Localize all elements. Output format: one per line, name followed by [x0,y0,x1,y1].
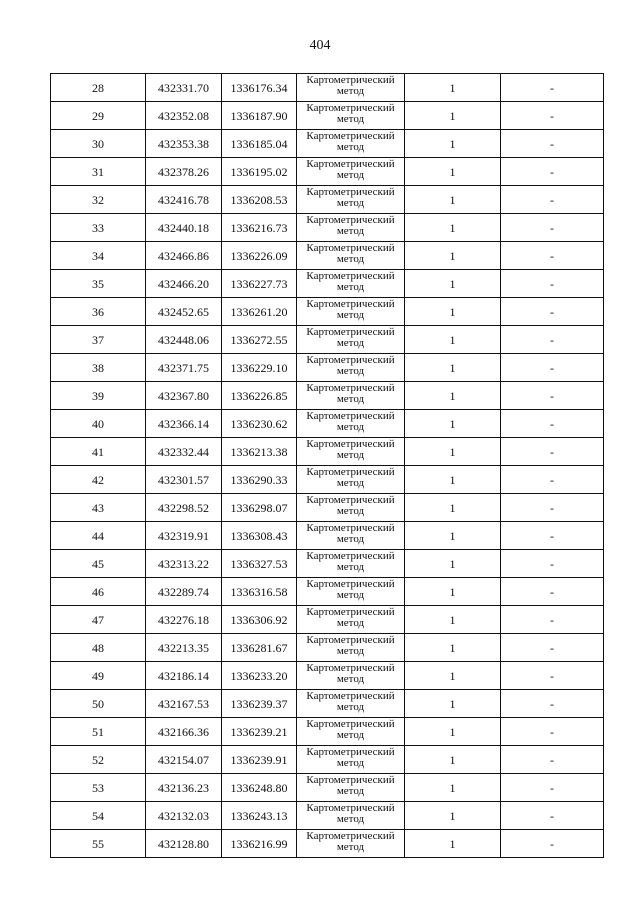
point-number-cell: 43 [51,494,146,522]
note-cell: - [501,102,604,130]
method-line-1: Картометрический [306,130,395,142]
method-cell [297,746,405,774]
method-cell [297,382,405,410]
y-coordinate-cell: 1336239.21 [222,718,297,746]
method-line-1: Картометрический [306,382,395,394]
method-line-1: Картометрический [306,774,395,786]
x-coordinate-cell: 432276.18 [146,606,222,634]
x-coordinate-cell: 432136.23 [146,774,222,802]
point-number-cell: 49 [51,662,146,690]
x-coordinate-cell: 432128.80 [146,830,222,858]
method-line-1: Картометрический [306,186,395,198]
y-coordinate-cell: 1336281.67 [222,634,297,662]
accuracy-cell: 1 [405,102,501,130]
x-coordinate-cell: 432166.36 [146,718,222,746]
point-number-cell: 31 [51,158,146,186]
x-coordinate-cell: 432298.52 [146,494,222,522]
note-cell: - [501,578,604,606]
method-line-1: Картометрический [306,326,395,338]
method-line-2: метод [336,673,365,685]
accuracy-cell: 1 [405,690,501,718]
method-cell [297,74,405,102]
x-coordinate-cell: 432213.35 [146,634,222,662]
method-cell [297,522,405,550]
y-coordinate-cell: 1336306.92 [222,606,297,634]
method-cell [297,214,405,242]
table-row [51,718,604,746]
method-cell [297,354,405,382]
y-coordinate-cell: 1336230.62 [222,410,297,438]
table-row [51,690,604,718]
table-row [51,494,604,522]
accuracy-cell: 1 [405,410,501,438]
method-line-2: метод [336,253,365,265]
x-coordinate-cell: 432313.22 [146,550,222,578]
x-coordinate-cell: 432448.06 [146,326,222,354]
x-coordinate-cell: 432289.74 [146,578,222,606]
method-cell [297,466,405,494]
accuracy-cell: 1 [405,802,501,830]
x-coordinate-cell: 432132.03 [146,802,222,830]
x-coordinate-cell: 432301.57 [146,466,222,494]
table-row [51,774,604,802]
method-line-1: Картометрический [306,410,395,422]
point-number-cell: 29 [51,102,146,130]
note-cell: - [501,690,604,718]
y-coordinate-cell: 1336229.10 [222,354,297,382]
method-line-2: метод [336,589,365,601]
x-coordinate-cell: 432331.70 [146,74,222,102]
method-line-2: метод [336,393,365,405]
table-row [51,298,604,326]
point-number-cell: 51 [51,718,146,746]
method-cell [297,718,405,746]
y-coordinate-cell: 1336308.43 [222,522,297,550]
note-cell: - [501,242,604,270]
method-line-1: Картометрический [306,522,395,534]
point-number-cell: 34 [51,242,146,270]
accuracy-cell: 1 [405,186,501,214]
accuracy-cell: 1 [405,214,501,242]
method-line-1: Картометрический [306,438,395,450]
method-line-2: метод [336,645,365,657]
point-number-cell: 45 [51,550,146,578]
accuracy-cell: 1 [405,774,501,802]
y-coordinate-cell: 1336213.38 [222,438,297,466]
point-number-cell: 55 [51,830,146,858]
accuracy-cell: 1 [405,74,501,102]
method-line-1: Картометрический [306,158,395,170]
method-line-1: Картометрический [306,102,395,114]
method-line-2: метод [336,169,365,181]
y-coordinate-cell: 1336272.55 [222,326,297,354]
method-cell [297,242,405,270]
note-cell: - [501,830,604,858]
x-coordinate-cell: 432416.78 [146,186,222,214]
note-cell: - [501,382,604,410]
method-line-2: метод [336,365,365,377]
point-number-cell: 47 [51,606,146,634]
accuracy-cell: 1 [405,242,501,270]
accuracy-cell: 1 [405,550,501,578]
method-line-1: Картометрический [306,690,395,702]
method-line-2: метод [336,701,365,713]
x-coordinate-cell: 432186.14 [146,662,222,690]
method-cell [297,270,405,298]
note-cell: - [501,662,604,690]
note-cell: - [501,550,604,578]
y-coordinate-cell: 1336239.91 [222,746,297,774]
y-coordinate-cell: 1336243.13 [222,802,297,830]
point-number-cell: 32 [51,186,146,214]
point-number-cell: 40 [51,410,146,438]
table-row [51,270,604,298]
y-coordinate-cell: 1336216.99 [222,830,297,858]
method-cell [297,578,405,606]
coordinates-table [50,73,604,858]
table-row [51,410,604,438]
accuracy-cell: 1 [405,466,501,494]
method-line-1: Картометрический [306,718,395,730]
table-row [51,74,604,102]
method-line-2: метод [336,729,365,741]
accuracy-cell: 1 [405,662,501,690]
note-cell: - [501,186,604,214]
point-number-cell: 50 [51,690,146,718]
method-cell [297,550,405,578]
x-coordinate-cell: 432167.53 [146,690,222,718]
accuracy-cell: 1 [405,158,501,186]
table-row [51,550,604,578]
y-coordinate-cell: 1336239.37 [222,690,297,718]
x-coordinate-cell: 432466.86 [146,242,222,270]
x-coordinate-cell: 432452.65 [146,298,222,326]
x-coordinate-cell: 432352.08 [146,102,222,130]
point-number-cell: 30 [51,130,146,158]
method-line-2: метод [336,225,365,237]
x-coordinate-cell: 432366.14 [146,410,222,438]
accuracy-cell: 1 [405,746,501,774]
method-cell [297,662,405,690]
note-cell: - [501,522,604,550]
method-cell [297,634,405,662]
method-cell [297,102,405,130]
table-row [51,102,604,130]
point-number-cell: 42 [51,466,146,494]
accuracy-cell: 1 [405,130,501,158]
y-coordinate-cell: 1336298.07 [222,494,297,522]
accuracy-cell: 1 [405,522,501,550]
y-coordinate-cell: 1336261.20 [222,298,297,326]
table-row [51,466,604,494]
note-cell: - [501,410,604,438]
point-number-cell: 33 [51,214,146,242]
y-coordinate-cell: 1336216.73 [222,214,297,242]
note-cell: - [501,270,604,298]
x-coordinate-cell: 432154.07 [146,746,222,774]
accuracy-cell: 1 [405,438,501,466]
method-line-1: Картометрический [306,494,395,506]
y-coordinate-cell: 1336226.85 [222,382,297,410]
accuracy-cell: 1 [405,578,501,606]
method-cell [297,690,405,718]
method-line-1: Картометрический [306,242,395,254]
method-line-1: Картометрический [306,270,395,282]
method-line-2: метод [336,617,365,629]
y-coordinate-cell: 1336195.02 [222,158,297,186]
method-line-2: метод [336,785,365,797]
y-coordinate-cell: 1336248.80 [222,774,297,802]
method-line-2: метод [336,533,365,545]
point-number-cell: 54 [51,802,146,830]
method-line-1: Картометрический [306,578,395,590]
table-row [51,634,604,662]
method-line-1: Картометрический [306,298,395,310]
table-row [51,382,604,410]
y-coordinate-cell: 1336226.09 [222,242,297,270]
y-coordinate-cell: 1336316.58 [222,578,297,606]
method-cell [297,494,405,522]
point-number-cell: 37 [51,326,146,354]
note-cell: - [501,718,604,746]
x-coordinate-cell: 432332.44 [146,438,222,466]
method-line-2: метод [336,813,365,825]
method-line-1: Картометрический [306,354,395,366]
point-number-cell: 53 [51,774,146,802]
method-line-2: метод [336,841,365,853]
y-coordinate-cell: 1336290.33 [222,466,297,494]
method-cell [297,158,405,186]
y-coordinate-cell: 1336327.53 [222,550,297,578]
table-row [51,746,604,774]
method-line-2: метод [336,113,365,125]
note-cell: - [501,634,604,662]
table-row [51,830,604,858]
accuracy-cell: 1 [405,354,501,382]
method-line-2: метод [336,421,365,433]
y-coordinate-cell: 1336176.34 [222,74,297,102]
method-line-1: Картометрический [306,606,395,618]
method-line-2: метод [336,337,365,349]
method-line-1: Картометрический [306,634,395,646]
method-line-2: метод [336,757,365,769]
x-coordinate-cell: 432378.26 [146,158,222,186]
method-cell [297,186,405,214]
accuracy-cell: 1 [405,634,501,662]
point-number-cell: 46 [51,578,146,606]
method-line-2: метод [336,561,365,573]
note-cell: - [501,438,604,466]
method-cell [297,438,405,466]
point-number-cell: 39 [51,382,146,410]
accuracy-cell: 1 [405,382,501,410]
point-number-cell: 44 [51,522,146,550]
x-coordinate-cell: 432371.75 [146,354,222,382]
y-coordinate-cell: 1336208.53 [222,186,297,214]
table-row [51,242,604,270]
method-line-1: Картометрический [306,802,395,814]
method-line-2: метод [336,281,365,293]
method-line-1: Картометрический [306,466,395,478]
table-row [51,522,604,550]
note-cell: - [501,74,604,102]
point-number-cell: 36 [51,298,146,326]
note-cell: - [501,354,604,382]
method-line-1: Картометрический [306,746,395,758]
method-cell [297,130,405,158]
x-coordinate-cell: 432319.91 [146,522,222,550]
method-cell [297,802,405,830]
accuracy-cell: 1 [405,270,501,298]
table-row [51,578,604,606]
note-cell: - [501,130,604,158]
method-line-1: Картометрический [306,830,395,842]
method-line-2: метод [336,309,365,321]
method-line-2: метод [336,477,365,489]
point-number-cell: 28 [51,74,146,102]
method-cell [297,606,405,634]
table-row [51,606,604,634]
note-cell: - [501,774,604,802]
table-row [51,802,604,830]
table-row [51,438,604,466]
table-row [51,186,604,214]
method-cell [297,774,405,802]
point-number-cell: 52 [51,746,146,774]
accuracy-cell: 1 [405,606,501,634]
method-line-2: метод [336,505,365,517]
accuracy-cell: 1 [405,830,501,858]
note-cell: - [501,606,604,634]
page-number: 404 [309,38,331,53]
table-row [51,130,604,158]
note-cell: - [501,158,604,186]
note-cell: - [501,466,604,494]
note-cell: - [501,494,604,522]
method-line-2: метод [336,85,365,97]
method-cell [297,298,405,326]
accuracy-cell: 1 [405,494,501,522]
note-cell: - [501,214,604,242]
point-number-cell: 38 [51,354,146,382]
note-cell: - [501,802,604,830]
method-line-1: Картометрический [306,550,395,562]
accuracy-cell: 1 [405,298,501,326]
method-line-2: метод [336,197,365,209]
method-line-1: Картометрический [306,214,395,226]
table-row [51,158,604,186]
point-number-cell: 41 [51,438,146,466]
x-coordinate-cell: 432353.38 [146,130,222,158]
x-coordinate-cell: 432367.80 [146,382,222,410]
method-cell [297,830,405,858]
table-row [51,354,604,382]
table-row [51,662,604,690]
x-coordinate-cell: 432440.18 [146,214,222,242]
method-cell [297,326,405,354]
point-number-cell: 35 [51,270,146,298]
point-number-cell: 48 [51,634,146,662]
method-line-1: Картометрический [306,74,395,86]
table-row [51,326,604,354]
method-line-2: метод [336,141,365,153]
y-coordinate-cell: 1336187.90 [222,102,297,130]
x-coordinate-cell: 432466.20 [146,270,222,298]
accuracy-cell: 1 [405,326,501,354]
method-cell [297,410,405,438]
y-coordinate-cell: 1336233.20 [222,662,297,690]
note-cell: - [501,298,604,326]
note-cell: - [501,746,604,774]
method-line-2: метод [336,449,365,461]
y-coordinate-cell: 1336185.04 [222,130,297,158]
accuracy-cell: 1 [405,718,501,746]
method-line-1: Картометрический [306,662,395,674]
coordinates-table-body [51,74,604,858]
note-cell: - [501,326,604,354]
y-coordinate-cell: 1336227.73 [222,270,297,298]
table-row [51,214,604,242]
